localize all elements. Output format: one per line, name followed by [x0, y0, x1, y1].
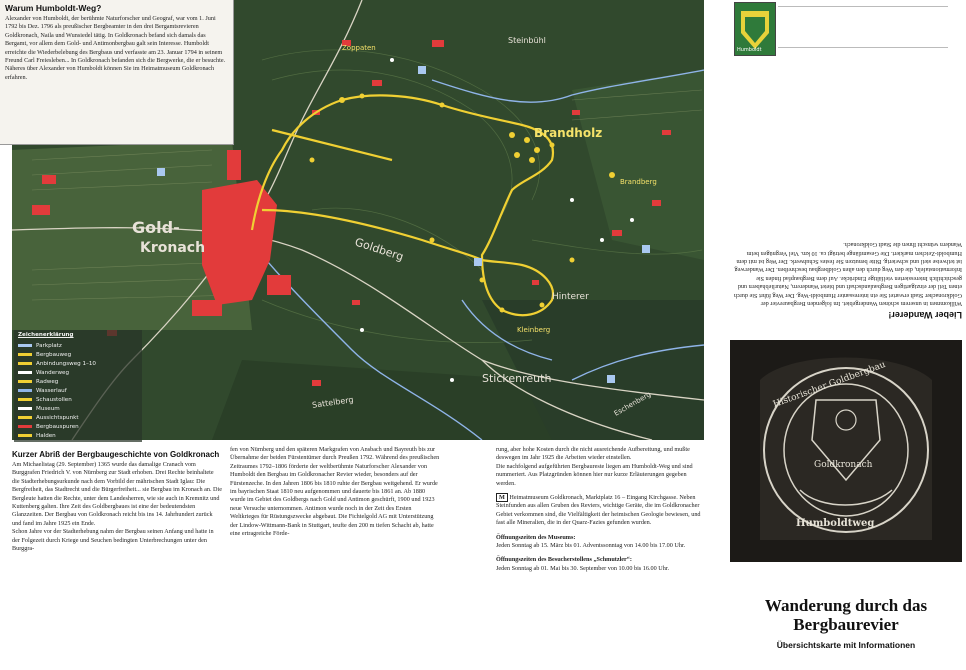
legend-label: Museum: [36, 406, 60, 412]
legend-swatch: [18, 362, 32, 365]
map-label-eschenberg: Eschenberg: [612, 390, 653, 418]
history-title: Kurzer Abriß der Bergbaugeschichte von Goldkronach: [12, 450, 220, 459]
legend-swatch: [18, 425, 32, 428]
legend-swatch: [18, 398, 32, 401]
map-label-hinterer: Hinterer: [552, 292, 589, 302]
welcome-text-rotated: [728, 70, 962, 320]
right-panel: [708, 0, 966, 670]
humboldt-info-text: Alexander von Humboldt, der berühmte Naturforscher und Geograf, war vom 1. Juni 1792 bis Dez. 1796 als preußischer Bergbeamter in den drei Bergamtsrevieren Goldkronach, Naila und Wunsiedel tätig. In Goldkronach befand sich damals das Bergamt, vor allem dem Gold- und Antimonbergbau galt sein Interesse. Humboldt erreichte die Wiederbelebung des Bergbaus und verfasste am 23. Januar 1794 in seinem Freund Carl Freiesleben... In Goldkronach befanden sich die Bergwerke, die er besuchte. Näheres über Alexander von Humboldt können Sie im Heimatmuseum Goldkronach erfahren.: [5, 15, 226, 81]
legend-swatch: [18, 344, 32, 347]
brochure-title: Wanderung durch das Bergbaurevier: [764, 596, 928, 634]
legend-label: Bergbauweg: [36, 352, 72, 358]
legend-label: Wasserlauf: [36, 388, 67, 394]
legend-item: [18, 424, 79, 433]
legend-item: [18, 415, 79, 424]
badge-caption-lines: [778, 6, 948, 48]
map-legend: [14, 330, 142, 442]
legend-label: Halden: [36, 433, 56, 439]
welcome-text: Willkommen in unserem schönen Wandergebiet. Im folgenden Bergbaurevier der Goldkronacher Stadt erwartet Sie ein interessanter Humboldt-Weg. Der Weg führt Sie durch einen Teil der einzigartigen Bergbaulandschaft und bietet Wanderern, Naturliebhabern und geschichtlich Interessierten vielfältige Eindrücke. Auf dem Bergbaupfad finden Sie Informationstafeln, die den Weg durch den alten Goldbergbau beschreiben. Der Wanderweg ist teilweise steil und schwierig. Bitte benutzen Sie festes Schuhwerk. Der Weg ist mit dem Humboldt-Zeichen markiert. Die Gesamtlänge beträgt ca. 10 km. Viel Vergnügen beim Wandern wünscht Ihnen die Stadt Goldkronach.: [733, 241, 962, 307]
legend-item: [18, 343, 62, 352]
legend-item: [18, 433, 56, 442]
museum-hours-text: Jeden Sonntag ab 15. März bis 01. Adventssonntag von 14.00 bis 17.00 Uhr.: [496, 542, 686, 550]
map-label-stickenreuth: Stickenreuth: [482, 372, 552, 385]
legend-item: [18, 379, 58, 388]
legend-label: Bergbauspuren: [36, 424, 79, 430]
museum-column: [496, 446, 704, 668]
legend-swatch: [18, 407, 32, 410]
legend-label: Schaustollen: [36, 397, 72, 403]
brochure-subtitle: Übersichtskarte mit Informationen: [776, 640, 916, 650]
legend-swatch: [18, 371, 32, 374]
mining-sign-photo: [730, 340, 962, 562]
museum-hours-title: Öffnungszeiten des Museums:: [496, 533, 576, 541]
stollen-hours-text: Jeden Sonntag ab 01. Mai bis 30. September von 10.00 bis 16.00 Uhr.: [496, 564, 670, 572]
history-column: [12, 446, 222, 668]
legend-title: Zeichenerklärung: [18, 332, 74, 338]
museum-marker: M: [496, 493, 508, 502]
history-text-2: fen von Nürnberg und den späteren Markgrafen von Ansbach und Bayreuth bis zur Übernahme der beiden Fürstentümer durch Preußen 1792. Während des preußischen Zeitraumes 1792–1806 förderte der weltberühmte Naturforscher Alexander von Humboldt den Bergbau im Goldkronacher Revier wieder, besonders auf der Fürstenzeche. In den Jahren 1806 bis 1810 ruhte der Bergbau weitgehend. Er wurde im bayrischen Staat 1810 neu aufgenommen und dauerte bis 1861 an. Ab 1880 wurde im Gebiet des Goldbergs nach Gold und Antimon geschürft, 1900 und 1923 neue Versuche unternommen. Antimon wurde noch in der Zeit des Ersten Weltkrieges für Rüstungszwecke abgebaut. Die Fichtelgold AG mit Unterstützung der Lindow-Wittmann-Bank in Stuttgart, teufte den 200 m tiefen Schacht ab, hatte eine ertragreiche Förde-: [230, 446, 440, 538]
legend-swatch: [18, 389, 32, 392]
legend-item: [18, 361, 96, 370]
legend-swatch: [18, 353, 32, 356]
stollen-hours-title: Öffnungszeiten des Besucherstollens „Schmutzler“:: [496, 556, 632, 564]
sign-text-mid: Goldkronach: [814, 460, 873, 470]
museum-paragraph: [496, 494, 704, 528]
legend-item: [18, 370, 69, 379]
legend-label: Anbindungsweg 1–10: [36, 361, 96, 367]
museum-text: Heimatmuseum Goldkronach, Marktplatz 16 – Eingang Kirchgasse. Neben Steinfunden aus allen Gruben des Reviers, wichtige Geräte, die im Goldkronacher Gebiet verkommen sind, die Vielfältigkeit der heimischen Geologie bewiesen, und fast alle Mineralien, die in der Quarz-Fazies gefunden wurden.: [496, 494, 701, 527]
badge-text: Humboldt: [737, 47, 762, 53]
sign-text-bottom: Humboldtweg: [796, 518, 875, 529]
history-column-2: [230, 446, 440, 668]
legend-swatch: [18, 380, 32, 383]
map-label-goldberg: Goldberg: [353, 235, 406, 264]
map-label-kleinberg: Kleinberg: [517, 326, 551, 334]
legend-label: Parkplatz: [36, 343, 62, 349]
map-label-gold: Gold-: [132, 218, 180, 237]
legend-label: Radweg: [36, 379, 59, 385]
legend-label: Wanderweg: [36, 370, 70, 376]
bergbau-intro-text: rung, aber hohe Kosten durch die nicht ausreichende Aufbereitung, und mußte deswegen im Jahr 1925 die Arbeiten wieder einstellen. Die nachfolgend aufgeführten Bergbaureste liegen am Humboldt-Weg und sind nummeriert. Aus Platzgründen können hier nur kurze Erläuterungen gegeben werden.: [496, 446, 693, 487]
map-label-brandberg: Brandberg: [620, 178, 657, 186]
legend-label: Aussichtspunkt: [36, 415, 79, 421]
map-label-sattelberg: Sattelberg: [311, 395, 355, 410]
legend-swatch: [18, 416, 32, 419]
history-text: Am Michaelistag (29. September) 1365 wurde das damalige Cranach vom Burggrafen Friedrich V. von Nürnberg zur Stadt erhoben. Drei Rechte beinhaltete die Stadterhebungsurkunde nach dem Vorbild der mährischen Stadt Iglau: Die Bergfreiheit, das Stadtrecht und die Bürgerfreiheit... sie Bergbau im Kronach an. Die Bergleute hatten die Rechte, unter dem Landesherren, wie sie auch in Kremnitz und Kuttenberg galten. Ihre Zeit des Goldbergbaues ist eine der bedeutendsten Glanzzeiten. Der Bergbau von Goldkronach reicht bis ins 14. Jahrhundert zurück und fand im Jahre 1925 ein Ende. Schon Jahre vor der Stadterhebung nahm der Bergbau seinen Anfang und hatte in der Folgezeit durch Kriege und Seuchen bedingten Unterbrechungen unter den Burggra-: [12, 461, 222, 553]
map-label-steinbuehl: Steinbühl: [508, 36, 546, 45]
map-label-kronach: Kronach: [140, 240, 206, 256]
humboldt-badge-icon: [734, 2, 776, 56]
legend-item: [18, 352, 71, 361]
legend-swatch: [18, 434, 32, 437]
humboldt-info-box: [0, 0, 234, 145]
sign-text-top: Historischer Goldbergbau: [771, 359, 887, 411]
map-label-brandholz: Brandholz: [534, 126, 603, 140]
legend-item: [18, 388, 67, 397]
welcome-title: Lieber Wanderer!: [888, 310, 962, 320]
legend-item: [18, 406, 60, 415]
humboldt-info-title: Warum Humboldt-Weg?: [5, 3, 102, 13]
legend-item: [18, 397, 72, 406]
map-label-zoppaten: Zoppaten: [342, 44, 376, 52]
